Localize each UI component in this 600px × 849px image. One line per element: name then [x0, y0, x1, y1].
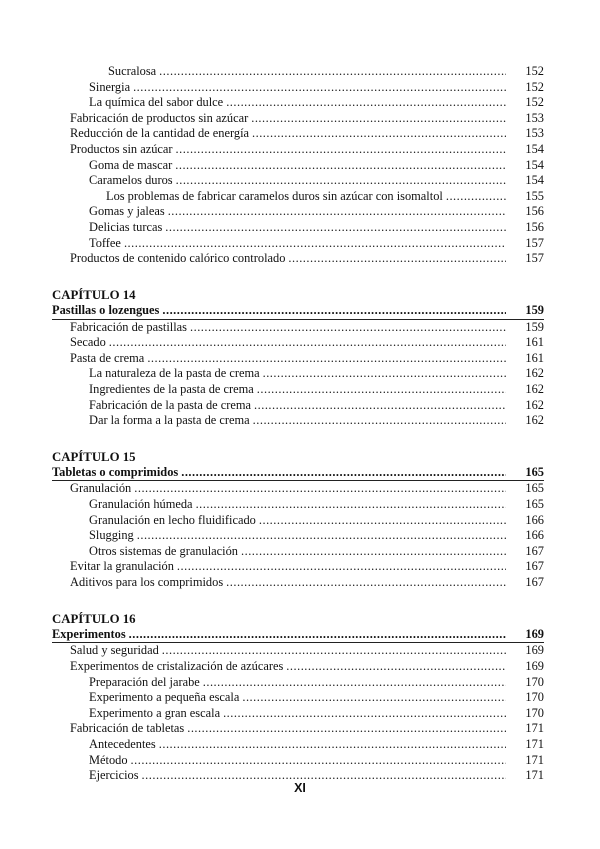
dot-leader [181, 465, 506, 481]
toc-entry-page: 159 [525, 319, 544, 334]
dot-leader [446, 189, 506, 205]
toc-entry [52, 675, 544, 691]
dot-leader [159, 64, 506, 80]
toc-entry-page: 170 [525, 690, 544, 705]
dot-leader [177, 559, 506, 575]
toc-entry-title: Ingredientes de la pasta de crema [89, 381, 254, 396]
dot-leader [124, 236, 506, 252]
toc-entry [52, 544, 544, 560]
toc-entry [52, 236, 544, 252]
toc-entry-page: 171 [525, 736, 544, 751]
toc-entry [52, 643, 544, 659]
toc-entry [52, 158, 544, 174]
toc-entry [52, 559, 544, 575]
dot-leader [263, 366, 506, 382]
toc-entry-page: 167 [525, 575, 544, 590]
dot-leader [241, 544, 506, 560]
toc-entry-title: Evitar la granulación [70, 559, 174, 574]
toc-entry [52, 251, 544, 267]
toc-entry-title: Productos de contenido calórico controlado [70, 251, 286, 266]
toc-entry-title: Los problemas de fabricar caramelos duros sin azúcar con isomaltol [106, 188, 443, 203]
toc-entry-page: 171 [525, 721, 544, 736]
toc-entry-title: Antecedentes [89, 736, 156, 751]
toc-entry-page: 159 [525, 302, 544, 317]
dot-leader [259, 513, 506, 529]
toc-entry [52, 737, 544, 753]
toc-entry [52, 528, 544, 544]
toc-entry [52, 481, 544, 497]
dot-leader [223, 706, 506, 722]
toc-entry-page: 152 [525, 79, 544, 94]
toc-entry-page: 169 [525, 643, 544, 658]
toc-entry-title: Sinergia [89, 79, 131, 94]
page-number: XI [294, 781, 306, 795]
toc-entry-page: 170 [525, 705, 544, 720]
toc-entry [52, 173, 544, 189]
toc-entry-page: 165 [525, 481, 544, 496]
toc-entry-title: Experimentos de cristalización de azúcares [70, 658, 284, 673]
toc-entry-title: Fabricación de productos sin azúcar [70, 110, 249, 125]
toc-entry-title: Delicias turcas [89, 220, 163, 235]
dot-leader [109, 335, 506, 351]
toc-entry-page: 171 [525, 752, 544, 767]
dot-leader [134, 481, 506, 497]
dot-leader [190, 320, 506, 336]
toc-entry-title: Pasta de crema [70, 350, 145, 365]
table-of-contents [52, 64, 544, 784]
toc-entry-title: Secado [70, 335, 106, 350]
dot-leader [159, 737, 506, 753]
toc-entry-title: Granulación en lecho fluidificado [89, 512, 256, 527]
toc-entry-title: Fabricación de tabletas [70, 721, 185, 736]
dot-leader [129, 627, 506, 643]
dot-leader [162, 643, 506, 659]
toc-entry [52, 690, 544, 706]
toc-entry [52, 575, 544, 591]
toc-entry [52, 659, 544, 675]
toc-entry [52, 95, 544, 111]
toc-entry-page: 161 [525, 335, 544, 350]
dot-leader [176, 173, 506, 189]
toc-entry [52, 413, 544, 429]
toc-entry-page: 169 [525, 626, 544, 641]
toc-entry [52, 220, 544, 236]
dot-leader [176, 142, 506, 158]
toc-entry-page: 157 [525, 235, 544, 250]
toc-entry-page: 154 [525, 157, 544, 172]
toc-entry [52, 351, 544, 367]
toc-entry-page: 162 [525, 413, 544, 428]
toc-entry-title: Fabricación de la pasta de crema [89, 397, 252, 412]
dot-leader [203, 675, 506, 691]
toc-entry-page: 161 [525, 350, 544, 365]
toc-entry-title: Método [89, 752, 128, 767]
toc-entry-title: Salud y seguridad [70, 643, 159, 658]
toc-entry-page: 170 [525, 674, 544, 689]
toc-entry-page: 152 [525, 95, 544, 110]
toc-entry [52, 126, 544, 142]
dot-leader [286, 659, 506, 675]
chapter-heading: CAPÍTULO 16 [52, 611, 136, 626]
toc-entry-page: 154 [525, 173, 544, 188]
dot-leader [257, 382, 506, 398]
toc-entry-title: Experimento a gran escala [89, 705, 221, 720]
toc-entry-page: 166 [525, 528, 544, 543]
toc-entry [52, 366, 544, 382]
toc-entry-title: Pastillas o lozengues [52, 302, 160, 317]
toc-entry-title: Dar la forma a la pasta de crema [89, 413, 250, 428]
toc-entry-title: Granulación húmeda [89, 497, 193, 512]
dot-leader [242, 690, 506, 706]
toc-entry-title: Aditivos para los comprimidos [70, 575, 224, 590]
toc-entry-page: 171 [525, 768, 544, 783]
toc-entry-page: 152 [525, 64, 544, 78]
dot-leader [226, 575, 506, 591]
dot-leader [254, 398, 506, 414]
toc-entry-title: Ejercicios [89, 768, 139, 783]
toc-entry-page: 153 [525, 110, 544, 125]
dot-leader [196, 497, 506, 513]
dot-leader [162, 303, 506, 319]
toc-entry-page: 154 [525, 142, 544, 157]
dot-leader [175, 158, 506, 174]
toc-entry-page: 156 [525, 204, 544, 219]
toc-entry-title: Goma de mascar [89, 157, 173, 172]
toc-entry [52, 204, 544, 220]
chapter-heading: CAPÍTULO 14 [52, 287, 136, 302]
toc-entry-page: 162 [525, 381, 544, 396]
toc-entry-title: La química del sabor dulce [89, 95, 224, 110]
chapter-title-entry [52, 465, 544, 482]
toc-entry [52, 335, 544, 351]
dot-leader [147, 351, 506, 367]
toc-entry-title: Fabricación de pastillas [70, 319, 187, 334]
toc-entry [52, 80, 544, 96]
toc-entry-title: Preparación del jarabe [89, 674, 200, 689]
toc-entry-title: Otros sistemas de granulación [89, 543, 238, 558]
dot-leader [131, 753, 506, 769]
toc-entry-page: 156 [525, 220, 544, 235]
toc-entry [52, 111, 544, 127]
toc-entry-page: 162 [525, 397, 544, 412]
toc-entry [52, 706, 544, 722]
toc-entry-title: Caramelos duros [89, 173, 173, 188]
toc-entry-title: Experimento a pequeña escala [89, 690, 240, 705]
toc-entry-title: Sucralosa [108, 64, 157, 78]
dot-leader [165, 220, 506, 236]
toc-entry [52, 497, 544, 513]
toc-entry [52, 320, 544, 336]
chapter-title-entry [52, 627, 544, 644]
toc-entry-page: 155 [525, 188, 544, 203]
toc-entry-title: Gomas y jaleas [89, 204, 165, 219]
toc-entry-page: 167 [525, 543, 544, 558]
dot-leader [133, 80, 506, 96]
toc-entry [52, 64, 544, 80]
toc-entry-title: Tabletas o comprimidos [52, 464, 179, 479]
dot-leader [288, 251, 506, 267]
dot-leader [137, 528, 506, 544]
toc-entry-page: 153 [525, 126, 544, 141]
dot-leader [253, 413, 506, 429]
toc-entry-page: 162 [525, 366, 544, 381]
toc-entry-title: Granulación [70, 481, 132, 496]
toc-entry-page: 165 [525, 464, 544, 479]
toc-entry [52, 382, 544, 398]
chapter-title-entry [52, 303, 544, 320]
toc-entry-title: Slugging [89, 528, 134, 543]
toc-entry-page: 157 [525, 251, 544, 266]
dot-leader [168, 204, 506, 220]
toc-entry-title: Reducción de la cantidad de energía [70, 126, 250, 141]
dot-leader [226, 95, 506, 111]
toc-entry [52, 753, 544, 769]
chapter-heading: CAPÍTULO 15 [52, 449, 136, 464]
toc-entry-title: Toffee [89, 235, 121, 250]
toc-entry-title: Experimentos [52, 626, 126, 641]
toc-entry-page: 169 [525, 658, 544, 673]
toc-entry-title: Productos sin azúcar [70, 142, 173, 157]
dot-leader [252, 126, 506, 142]
toc-entry [52, 513, 544, 529]
toc-entry-page: 167 [525, 559, 544, 574]
dot-leader [187, 721, 506, 737]
toc-entry-page: 166 [525, 512, 544, 527]
toc-entry [52, 189, 544, 205]
toc-entry [52, 142, 544, 158]
toc-entry [52, 721, 544, 737]
toc-entry [52, 398, 544, 414]
toc-entry-title: La naturaleza de la pasta de crema [89, 366, 260, 381]
toc-entry-page: 165 [525, 497, 544, 512]
dot-leader [251, 111, 506, 127]
